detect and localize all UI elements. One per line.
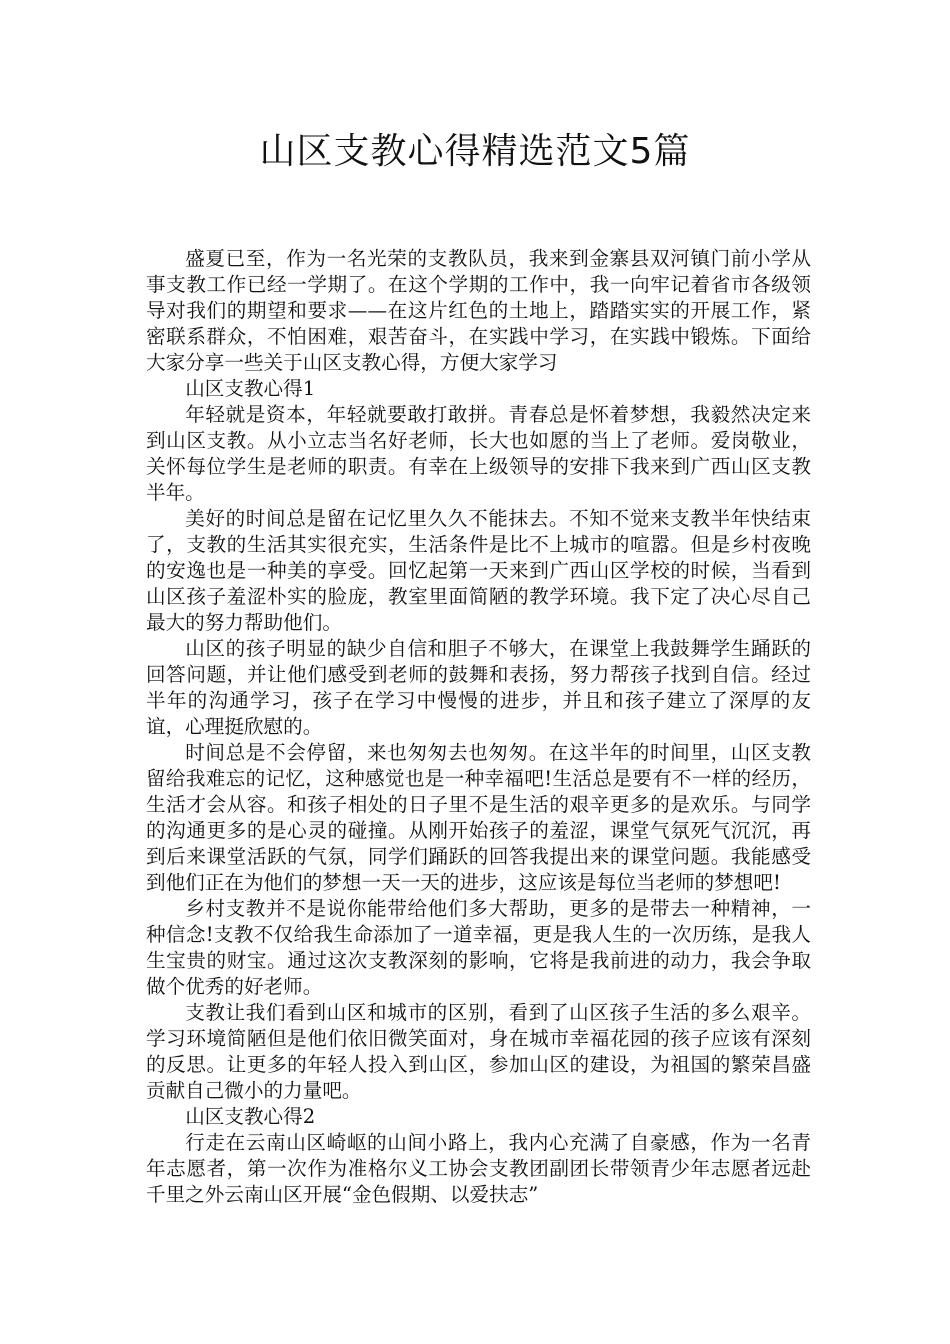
section-heading-2: 山区支教心得2 (185, 1105, 316, 1128)
paragraph: 年轻就是资本，年轻就要敢打敢拼。青春总是怀着梦想，我毅然决定来到山区支教。从小立志当名好老师，长大也如愿的当上了老师。爱岗敬业，关怀每位学生是老师的职责。有幸在上级领导的安排下我来到广西山区支教半年。 (146, 403, 811, 504)
document-body (146, 246, 811, 1208)
paragraph: 乡村支教并不是说你能带给他们多大帮助，更多的是带去一种精神，一种信念!支教不仅给我生命添加了一道幸福，更是我人生的一次历练，是我人生宝贵的财宝。通过这次支教深刻的影响，它将是我前进的动力，我会争取做个优秀的好老师。 (146, 897, 811, 998)
section-heading-1: 山区支教心得1 (185, 377, 316, 400)
paragraph-intro: 盛夏已至，作为一名光荣的支教队员，我来到金寨县双河镇门前小学从事支教工作已经一学期了。在这个学期的工作中，我一向牢记着省市各级领导对我们的期望和要求——在这片红色的土地上，踏踏实实的开展工作，紧密联系群众，不怕困难，艰苦奋斗，在实践中学习，在实践中锻炼。下面给大家分享一些关于山区支教心得，方便大家学习 (146, 247, 811, 374)
document-title: 山区支教心得精选范文5篇 (259, 131, 691, 172)
paragraph: 行走在云南山区崎岖的山间小路上，我内心充满了自豪感，作为一名青年志愿者，第一次作为准格尔义工协会支教团副团长带领青少年志愿者远赴千里之外云南山区开展“金色假期、以爱扶志” (146, 1131, 811, 1206)
paragraph: 山区的孩子明显的缺少自信和胆子不够大，在课堂上我鼓舞学生踊跃的回答问题，并让他们感受到老师的鼓舞和表扬，努力帮孩子找到自信。经过半年的沟通学习，孩子在学习中慢慢的进步，并且和孩子建立了深厚的友谊，心理挺欣慰的。 (146, 637, 811, 738)
paragraph: 支教让我们看到山区和城市的区别，看到了山区孩子生活的多么艰辛。学习环境简陋但是他们依旧微笑面对，身在城市幸福花园的孩子应该有深刻的反思。让更多的年轻人投入到山区，参加山区的建设，为祖国的繁荣昌盛贡献自己微小的力量吧。 (146, 1001, 811, 1102)
paragraph: 美好的时间总是留在记忆里久久不能抹去。不知不觉来支教半年快结束了，支教的生活其实很充实，生活条件是比不上城市的喧嚣。但是乡村夜晚的安逸也是一种美的享受。回忆起第一天来到广西山区学校的时候，当看到山区孩子羞涩朴实的脸庞，教室里面简陋的教学环境。我下定了决心尽自己最大的努力帮助他们。 (146, 507, 811, 634)
paragraph: 时间总是不会停留，来也匆匆去也匆匆。在这半年的时间里，山区支教留给我难忘的记忆，这种感觉也是一种幸福吧!生活总是要有不一样的经历，生活才会从容。和孩子相处的日子里不是生活的艰辛更多的是欢乐。与同学的沟通更多的是心灵的碰撞。从刚开始孩子的羞涩，课堂气氛死气沉沉，再到后来课堂活跃的气氛，同学们踊跃的回答我提出来的课堂问题。我能感受到他们正在为他们的梦想一天一天的进步，这应该是每位当老师的梦想吧! (146, 741, 811, 894)
